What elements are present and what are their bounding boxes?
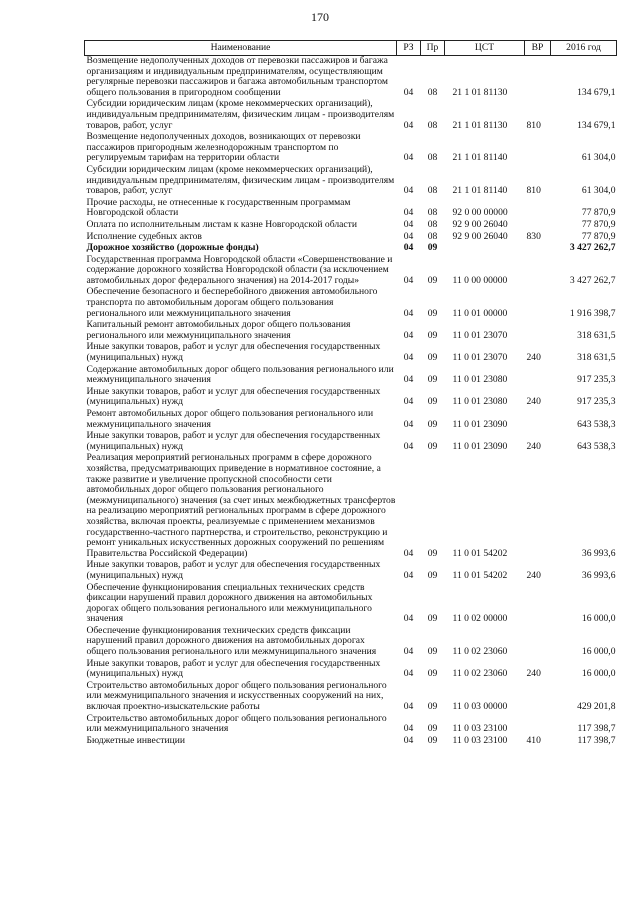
row-rz: 04	[403, 668, 414, 680]
table-row	[85, 198, 617, 220]
row-name: Возмещение недополученных доходов от перевозки пассажиров и багажа организациям и индивидуальным предпринимателям, осуществляющим регулярные перевозки пассажиров и багажа автомобильным транспортом общего пользования в пригородном сообщении	[86, 55, 388, 98]
row-rz: 04	[403, 185, 414, 197]
row-vr	[525, 409, 551, 431]
table-row	[85, 243, 617, 255]
row-sum: 643 538,3	[577, 418, 616, 430]
row-cst: 11 0 03 23100	[452, 734, 508, 746]
row-pr: 08	[427, 207, 438, 219]
row-sum: 77 870,9	[581, 218, 616, 230]
row-name: Иные закупки товаров, работ и услуг для обеспечения государственных (муниципальных) нужд	[86, 559, 381, 581]
row-vr: 810	[526, 185, 541, 197]
row-pr: 09	[427, 329, 438, 341]
row-name: Содержание автомобильных дорог общего пользования регионального или межмуниципального значения	[86, 363, 394, 386]
row-cst: 11 0 01 23090	[452, 418, 508, 430]
header-name: Наименование	[85, 41, 397, 56]
row-rz: 04	[403, 646, 414, 658]
row-cst: 11 0 01 54202	[452, 547, 508, 559]
row-pr: 09	[427, 734, 438, 746]
table-row	[85, 132, 617, 165]
row-sum: 16 000,0	[581, 668, 616, 680]
row-pr: 08	[427, 152, 438, 164]
row-vr: 240	[526, 440, 541, 452]
row-vr	[525, 220, 551, 232]
row-vr	[525, 243, 551, 255]
row-name: Бюджетные инвестиции	[86, 734, 185, 746]
row-vr	[525, 365, 551, 387]
row-pr: 09	[427, 569, 438, 581]
row-vr	[525, 56, 551, 100]
row-sum: 117 398,7	[577, 734, 616, 746]
row-name: Исполнение судебных актов	[86, 230, 202, 242]
row-name: Прочие расходы, не отнесенные к государственным программам Новгородской области	[86, 196, 351, 219]
row-rz: 04	[403, 734, 414, 746]
row-sum: 77 870,9	[581, 207, 616, 219]
row-pr: 09	[427, 274, 438, 286]
row-pr: 09	[427, 396, 438, 408]
table-body	[85, 56, 617, 748]
row-vr: 240	[526, 352, 541, 364]
row-rz: 04	[403, 307, 414, 319]
row-cst: 11 0 01 23090	[452, 440, 508, 452]
row-cst: 92 9 00 26040	[452, 218, 508, 230]
row-name: Обеспечение безопасного и бесперебойного движения автомобильного транспорта по автомобильным дорогам общего пользования регионального или межмуниципального значения	[86, 286, 378, 319]
row-rz: 04	[403, 723, 414, 735]
row-rz: 04	[403, 274, 414, 286]
row-rz: 04	[403, 218, 414, 230]
row-cst: 11 0 02 23060	[452, 646, 508, 658]
row-rz: 04	[403, 207, 414, 219]
row-pr: 08	[427, 218, 438, 230]
row-name: Оплата по исполнительным листам к казне Новгородской области	[86, 218, 357, 230]
row-cst: 11 0 01 23080	[452, 374, 508, 386]
table-row	[85, 165, 617, 198]
row-vr: 240	[526, 569, 541, 581]
row-cst: 11 0 01 23080	[452, 396, 508, 408]
row-sum: 16 000,0	[581, 613, 616, 625]
row-rz: 04	[403, 440, 414, 452]
row-name: Капитальный ремонт автомобильных дорог общего пользования регионального или межмуниципального значения	[86, 319, 351, 341]
row-cst: 11 0 02 23060	[452, 668, 508, 680]
table-row	[85, 342, 617, 364]
row-sum: 429 201,8	[577, 701, 616, 713]
row-pr: 09	[427, 646, 438, 658]
row-cst: 11 0 02 00000	[452, 613, 508, 625]
row-name: Иные закупки товаров, работ и услуг для обеспечения государственных (муниципальных) нужд	[86, 385, 381, 408]
row-name: Обеспечение функционирования технических средств фиксации нарушений правил дорожного движения на автомобильных дорогах общего пользования регионального или межмуниципального значения	[86, 624, 377, 658]
row-cst: 92 0 00 00000	[452, 207, 508, 219]
row-rz: 04	[403, 396, 414, 408]
row-sum: 643 538,3	[577, 440, 616, 452]
table-row	[85, 626, 617, 659]
row-cst: 11 0 01 00000	[452, 307, 508, 319]
row-vr	[525, 453, 551, 560]
row-name: Иные закупки товаров, работ и услуг для обеспечения государственных (муниципальных) нужд	[86, 430, 381, 452]
row-rz: 04	[403, 374, 414, 386]
row-vr	[525, 198, 551, 220]
row-cst: 21 1 01 81130	[452, 119, 508, 131]
table-row	[85, 287, 617, 320]
row-sum: 318 631,5	[577, 352, 616, 364]
row-vr	[525, 681, 551, 714]
row-sum: 1 916 398,7	[569, 307, 616, 319]
row-vr	[525, 626, 551, 659]
header-pr: Пр	[421, 41, 445, 56]
row-rz: 04	[403, 329, 414, 341]
header-sum: 2016 год	[551, 41, 617, 56]
row-pr: 09	[427, 668, 438, 680]
row-rz: 04	[403, 547, 414, 559]
table-row	[85, 714, 617, 736]
row-rz: 04	[403, 86, 414, 98]
row-sum: 318 631,5	[577, 329, 616, 341]
row-name: Государственная программа Новгородской области «Совершенствование и содержание дорожного хозяйства Новгородской области (за исключением автомобильных дорог федерального значения) на 2014-2017 годы»	[86, 253, 393, 286]
row-name: Ремонт автомобильных дорог общего пользования регионального или межмуниципального значения	[86, 408, 374, 430]
row-vr	[525, 583, 551, 626]
row-cst: 11 0 03 23100	[452, 723, 508, 735]
row-pr: 09	[427, 613, 438, 625]
row-vr	[525, 714, 551, 736]
row-name: Субсидии юридическим лицам (кроме некоммерческих организаций), индивидуальным предпринимателям, физическим лицам - производителям товаров, работ, услуг	[86, 98, 395, 131]
row-cst: 11 0 03 00000	[452, 701, 508, 713]
table-row	[85, 736, 617, 748]
table-row	[85, 681, 617, 714]
table-row	[85, 255, 617, 288]
row-pr: 09	[427, 723, 438, 735]
row-vr	[525, 255, 551, 288]
table-row	[85, 431, 617, 453]
row-cst: 11 0 01 23070	[452, 352, 508, 364]
row-sum: 134 679,1	[577, 119, 616, 131]
row-vr	[525, 132, 551, 165]
table-row	[85, 659, 617, 681]
table-row	[85, 56, 617, 100]
row-cst: 21 1 01 81140	[452, 185, 508, 197]
row-name: Субсидии юридическим лицам (кроме некоммерческих организаций), индивидуальным предпринимателям, физическим лицам - производителям товаров, работ, услуг	[86, 163, 395, 197]
row-vr	[525, 287, 551, 320]
row-cst: 21 1 01 81130	[452, 86, 508, 98]
table-row	[85, 583, 617, 626]
row-name: Обеспечение функционирования специальных технических средств фиксации нарушений правил дорожного движения на автомобильных дорогах общего пользования регионального или межмуниципального значения	[86, 581, 373, 625]
header-rz: РЗ	[397, 41, 421, 56]
table-header-row	[85, 41, 617, 56]
row-cst: 11 0 01 54202	[452, 569, 508, 581]
row-sum: 917 235,3	[577, 396, 616, 408]
row-rz: 04	[403, 569, 414, 581]
table-row	[85, 409, 617, 431]
row-sum: 3 427 262,7	[569, 242, 616, 254]
row-sum: 134 679,1	[577, 86, 616, 98]
row-vr: 830	[526, 230, 541, 242]
table-row	[85, 560, 617, 582]
row-vr	[525, 320, 551, 342]
row-sum: 36 993,6	[581, 547, 616, 559]
row-cst: 11 0 01 23070	[452, 329, 508, 341]
row-sum: 36 993,6	[581, 569, 616, 581]
row-rz: 04	[403, 418, 414, 430]
row-cst: 11 0 00 00000	[452, 274, 508, 286]
row-rz: 04	[403, 242, 414, 254]
row-name: Строительство автомобильных дорог общего пользования регионального или межмуниципального значения и искусственных сооружений на них, включая проектно-изыскательские работы	[86, 679, 387, 713]
row-sum: 16 000,0	[581, 646, 616, 658]
row-name: Реализация мероприятий региональных программ в сфере дорожного хозяйства, предусматривающих приведение в нормативное состояние, а также развитие и увеличение пропускной способности сети автомобильных дорог общего пользования регионального (межмуниципального) значения (за счет иных межбюджетных трансфертов на реализацию мероприятий региональных программ в сфере дорожного хозяйства, включая проекты, реализуемые с применением механизмов государственно-частного партнерства, и строительство, реконструкцию и ремонт уникальных искусственных дорожных сооружений по решениям Правительства Российской Федерации)	[86, 452, 396, 559]
row-pr: 09	[427, 547, 438, 559]
table-row	[85, 220, 617, 232]
row-vr: 410	[526, 734, 541, 746]
row-pr: 09	[427, 440, 438, 452]
header-cst: ЦСТ	[445, 41, 525, 56]
header-vr: ВР	[525, 41, 551, 56]
row-name: Иные закупки товаров, работ и услуг для обеспечения государственных (муниципальных) нужд	[86, 657, 381, 680]
row-vr: 240	[526, 396, 541, 408]
page-number: 170	[311, 10, 329, 24]
row-pr: 09	[427, 418, 438, 430]
row-rz: 04	[403, 152, 414, 164]
row-rz: 04	[403, 352, 414, 364]
row-name: Иные закупки товаров, работ и услуг для обеспечения государственных (муниципальных) нужд	[86, 341, 381, 364]
row-pr: 09	[427, 701, 438, 713]
table-row	[85, 453, 617, 560]
row-cst	[445, 243, 525, 255]
row-rz: 04	[403, 230, 414, 242]
row-rz: 04	[403, 119, 414, 131]
row-pr: 08	[427, 230, 438, 242]
row-rz: 04	[403, 613, 414, 625]
row-pr: 09	[427, 374, 438, 386]
row-name: Дорожное хозяйство (дорожные фонды)	[86, 242, 259, 254]
row-pr: 09	[427, 352, 438, 364]
row-sum: 61 304,0	[581, 152, 616, 164]
row-pr: 08	[427, 185, 438, 197]
table-row	[85, 320, 617, 342]
row-name: Возмещение недополученных доходов, возникающих от перевозки пассажиров пригородным железнодорожным транспортом по регулируемым тарифам на территории области	[86, 131, 361, 164]
row-sum: 917 235,3	[577, 374, 616, 386]
table-row	[85, 365, 617, 387]
row-vr: 240	[526, 668, 541, 680]
row-pr: 08	[427, 119, 438, 131]
table-row	[85, 387, 617, 409]
budget-table	[84, 40, 617, 747]
row-sum: 3 427 262,7	[569, 274, 616, 286]
row-sum: 117 398,7	[577, 723, 616, 735]
row-sum: 77 870,9	[581, 230, 616, 242]
row-vr: 810	[526, 119, 541, 131]
row-pr: 09	[427, 242, 438, 254]
row-rz: 04	[403, 701, 414, 713]
row-pr: 09	[427, 307, 438, 319]
row-sum: 61 304,0	[581, 185, 616, 197]
table-row	[85, 99, 617, 132]
row-cst: 21 1 01 81140	[452, 152, 508, 164]
row-cst: 92 9 00 26040	[452, 230, 508, 242]
row-pr: 08	[427, 86, 438, 98]
row-name: Строительство автомобильных дорог общего пользования регионального или межмуниципального значения	[86, 712, 387, 735]
